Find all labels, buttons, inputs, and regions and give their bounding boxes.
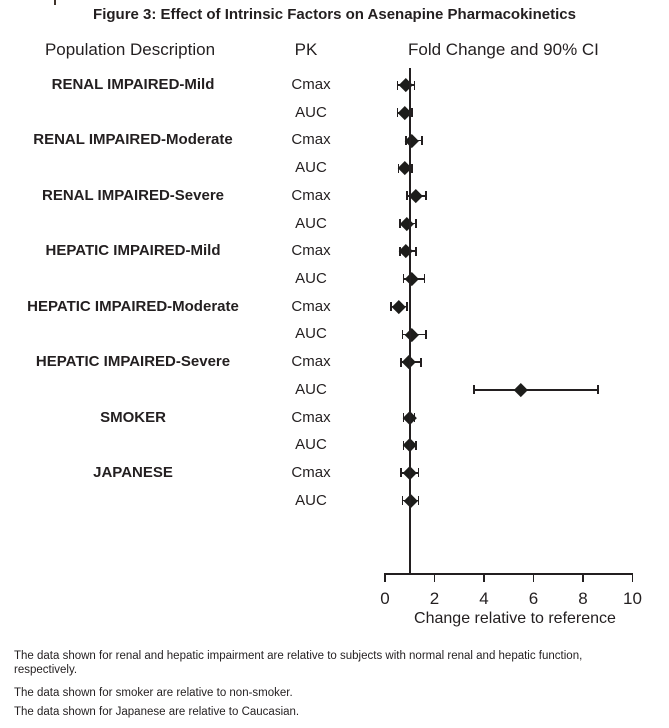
column-header-population-description: Population Description xyxy=(44,40,216,59)
point-estimate-diamond xyxy=(514,383,528,397)
ci-cap-right xyxy=(424,274,426,283)
x-axis-tick-label: 0 xyxy=(380,589,390,608)
ci-cap-right xyxy=(597,385,599,394)
pk-parameter-label: AUC xyxy=(295,103,327,121)
x-axis-tick xyxy=(483,573,485,582)
ci-line xyxy=(474,389,598,391)
pk-parameter-label: Cmax xyxy=(291,463,331,481)
population-label: HEPATIC IMPAIRED-Moderate xyxy=(27,297,239,315)
pk-parameter-label: Cmax xyxy=(291,76,331,93)
ci-cap-left xyxy=(473,385,475,394)
population-label: RENAL IMPAIRED-Severe xyxy=(42,186,224,204)
ci-cap-left xyxy=(402,330,404,339)
column-header-fold-change: Fold Change and 90% CI xyxy=(408,40,599,59)
pk-parameter-label: AUC xyxy=(295,491,327,509)
x-axis-tick-label: 4 xyxy=(479,589,489,608)
column-header-pk: PK xyxy=(294,40,318,59)
pk-parameter-label: AUC xyxy=(295,380,327,398)
ci-cap-right xyxy=(420,358,422,367)
ci-cap-left xyxy=(397,81,399,90)
x-axis-tick-label: 8 xyxy=(578,589,588,608)
pk-parameter-label: Cmax xyxy=(291,353,331,371)
ci-cap-right xyxy=(411,164,413,173)
pk-parameter-label: Cmax xyxy=(291,186,331,204)
point-estimate-diamond xyxy=(409,189,423,203)
population-label: SMOKER xyxy=(100,408,166,426)
ci-cap-right xyxy=(418,496,420,505)
x-axis-tick xyxy=(384,573,386,582)
point-estimate-diamond xyxy=(399,244,413,258)
x-axis-title: Change relative to reference xyxy=(414,610,616,627)
pk-parameter-label: Cmax xyxy=(291,242,331,260)
point-estimate-diamond xyxy=(405,328,419,342)
pk-parameter-label: Cmax xyxy=(291,408,331,426)
pk-parameter-label: Cmax xyxy=(291,131,331,149)
ci-cap-left xyxy=(400,468,402,477)
ci-cap-right xyxy=(414,81,416,90)
pk-parameter-label: AUC xyxy=(295,436,327,454)
ci-cap-right xyxy=(415,247,417,256)
x-axis-tick xyxy=(632,573,634,582)
x-axis-tick xyxy=(434,573,436,582)
population-label: RENAL IMPAIRED-Moderate xyxy=(33,131,233,149)
point-estimate-diamond xyxy=(392,300,406,314)
population-label: HEPATIC IMPAIRED-Severe xyxy=(35,353,231,371)
figure-title: Figure 3: Effect of Intrinsic Factors on Asenapine Pharmacokinetics xyxy=(93,6,576,23)
ci-cap-right xyxy=(418,468,420,477)
x-axis-tick-label: 2 xyxy=(429,589,440,608)
x-axis-tick xyxy=(582,573,584,582)
footnote-japanese: The data shown for Japanese are relative to Caucasian. xyxy=(14,706,300,718)
footnote-smoker: The data shown for smoker are relative to non-smoker. xyxy=(14,687,293,699)
reference-line xyxy=(409,68,411,573)
ci-cap-right xyxy=(425,330,427,339)
point-estimate-diamond xyxy=(405,272,419,286)
point-estimate-diamond xyxy=(400,217,414,231)
population-label: RENAL IMPAIRED-Mild xyxy=(51,76,215,93)
x-axis-tick-label: 10 xyxy=(623,589,642,608)
x-axis-tick xyxy=(533,573,535,582)
pk-parameter-label: AUC xyxy=(295,214,327,232)
x-axis-tick-label: 6 xyxy=(528,589,539,608)
footnote-renal-hepatic-line2: respectively. xyxy=(14,664,78,676)
ci-cap-right xyxy=(425,191,427,200)
ci-cap-right xyxy=(421,136,423,145)
footnote-renal-hepatic-line1: The data shown for renal and hepatic impairment are relative to subjects with normal renal and hepatic function, xyxy=(14,650,583,662)
x-axis-line xyxy=(384,573,633,575)
pk-parameter-label: Cmax xyxy=(291,297,331,315)
ci-cap-left xyxy=(403,274,405,283)
population-label: HEPATIC IMPAIRED-Mild xyxy=(45,242,221,260)
ci-cap-right xyxy=(415,219,417,228)
pk-parameter-label: AUC xyxy=(295,159,327,177)
point-estimate-diamond xyxy=(399,78,413,92)
pk-parameter-label: AUC xyxy=(295,325,327,343)
point-estimate-diamond xyxy=(404,494,418,508)
population-label: JAPANESE xyxy=(93,463,173,481)
point-estimate-diamond xyxy=(405,134,419,148)
pk-parameter-label: AUC xyxy=(295,269,327,287)
